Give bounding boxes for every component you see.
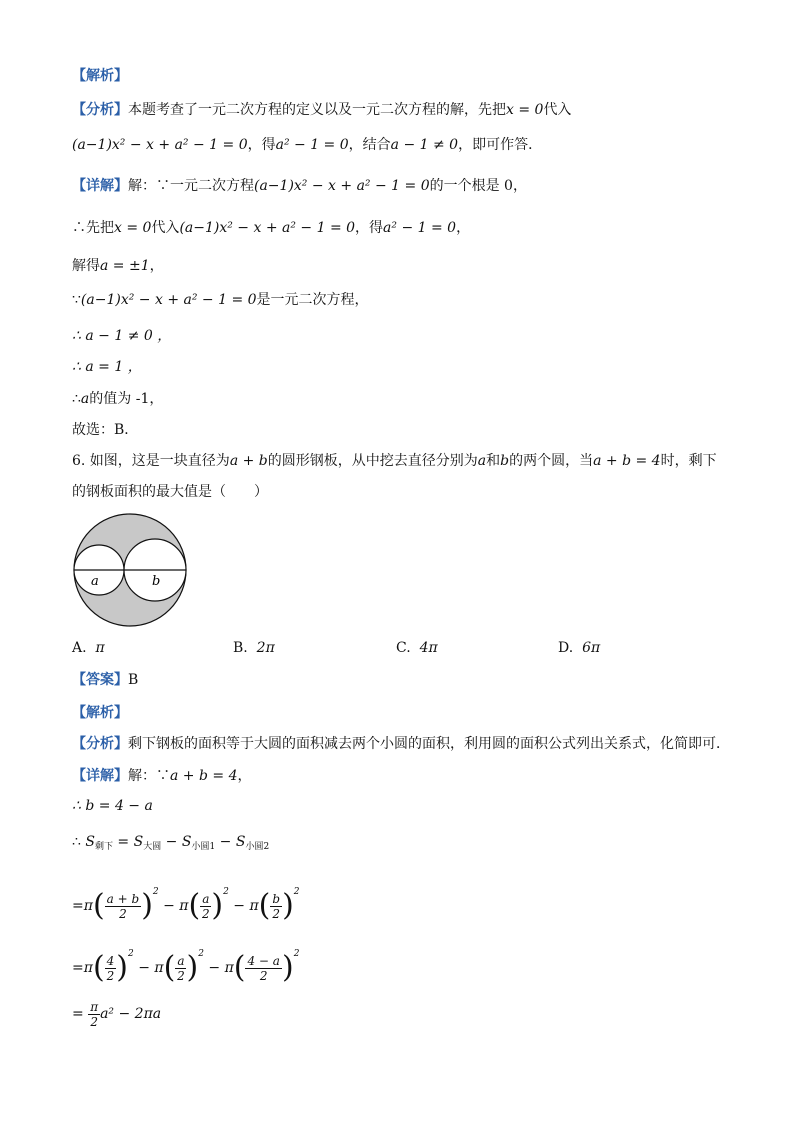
detail-line-1: 【详解】解：∵一元二次方程(a−1)x² − x + a² − 1 = 0的一个根是 0， bbox=[72, 178, 527, 194]
section-heading-analysis: 【解析】 bbox=[72, 68, 128, 84]
detail-2-line-1: 【详解】解：∵a + b = 4， bbox=[72, 768, 252, 784]
option-d: D. 6π bbox=[558, 640, 601, 656]
question-6-line-2: 的钢板面积的最大值是（ ） bbox=[72, 484, 268, 500]
area-step-2: =π( $\frac{4}{2}$ )$^2$ − π( $\frac{a}{2}$ )$^2$ − π( $\frac{4 - a}{2}$ )$^2$ bbox=[72, 949, 300, 985]
answer-line: 【答案】B bbox=[72, 672, 139, 688]
analysis-2-line: 【分析】剩下钢板的面积等于大圆的面积减去两个小圆的面积，利用圆的面积公式列出关系式，化简即可． bbox=[72, 736, 730, 752]
detail-line-2: ∴先把x = 0代入(a−1)x² − x + a² − 1 = 0，得a² − 1 = 0， bbox=[72, 220, 471, 236]
analysis-line-1: 【分析】本题考查了一元二次方程的定义以及一元二次方程的解，先把x = 0代入 bbox=[72, 102, 572, 118]
detail-line-4: ∵(a−1)x² − x + a² − 1 = 0是一元二次方程， bbox=[72, 292, 369, 308]
option-a: A. π bbox=[72, 640, 105, 656]
option-c: C. 4π bbox=[396, 640, 438, 656]
area-step-1: =π( $\frac{a + b}{2}$ )$^2$ − π( $\frac{a}{2}$ )$^2$ − π( $\frac{b}{2}$ )$^2$ bbox=[72, 887, 300, 923]
detail-2-line-2: ∴ b = 4 − a bbox=[72, 798, 153, 814]
detail-line-7: ∴a的值为 -1， bbox=[72, 391, 164, 407]
area-result: = $\frac{\pi}{2}$ a² − 2πa bbox=[72, 999, 162, 1029]
question-6-line-1: 6. 如图，这是一块直径为a + b的圆形钢板，从中挖去直径分别为a和b的两个圆，当a + b = 4时，剩下 bbox=[72, 453, 717, 469]
detail-line-3: 解得a = ±1， bbox=[72, 258, 164, 274]
circle-figure bbox=[70, 512, 192, 628]
label-a: a bbox=[91, 574, 99, 589]
detail-line-5: ∴ a − 1 ≠ 0 ， bbox=[72, 328, 172, 344]
detail-line-6: ∴ a = 1 ， bbox=[72, 359, 142, 375]
label-b: b bbox=[152, 574, 161, 589]
option-b: B. 2π bbox=[233, 640, 275, 656]
section-heading-analysis-2: 【解析】 bbox=[72, 705, 128, 721]
analysis-line-2: (a−1)x² − x + a² − 1 = 0，得a² − 1 = 0，结合a − 1 ≠ 0，即可作答． bbox=[72, 137, 543, 153]
area-definition: ∴ $S_{剩下} = S_{大圆} - S_{小圆1} - S_{小圆2}$ bbox=[72, 834, 270, 852]
detail-line-8: 故选：B． bbox=[72, 422, 139, 438]
